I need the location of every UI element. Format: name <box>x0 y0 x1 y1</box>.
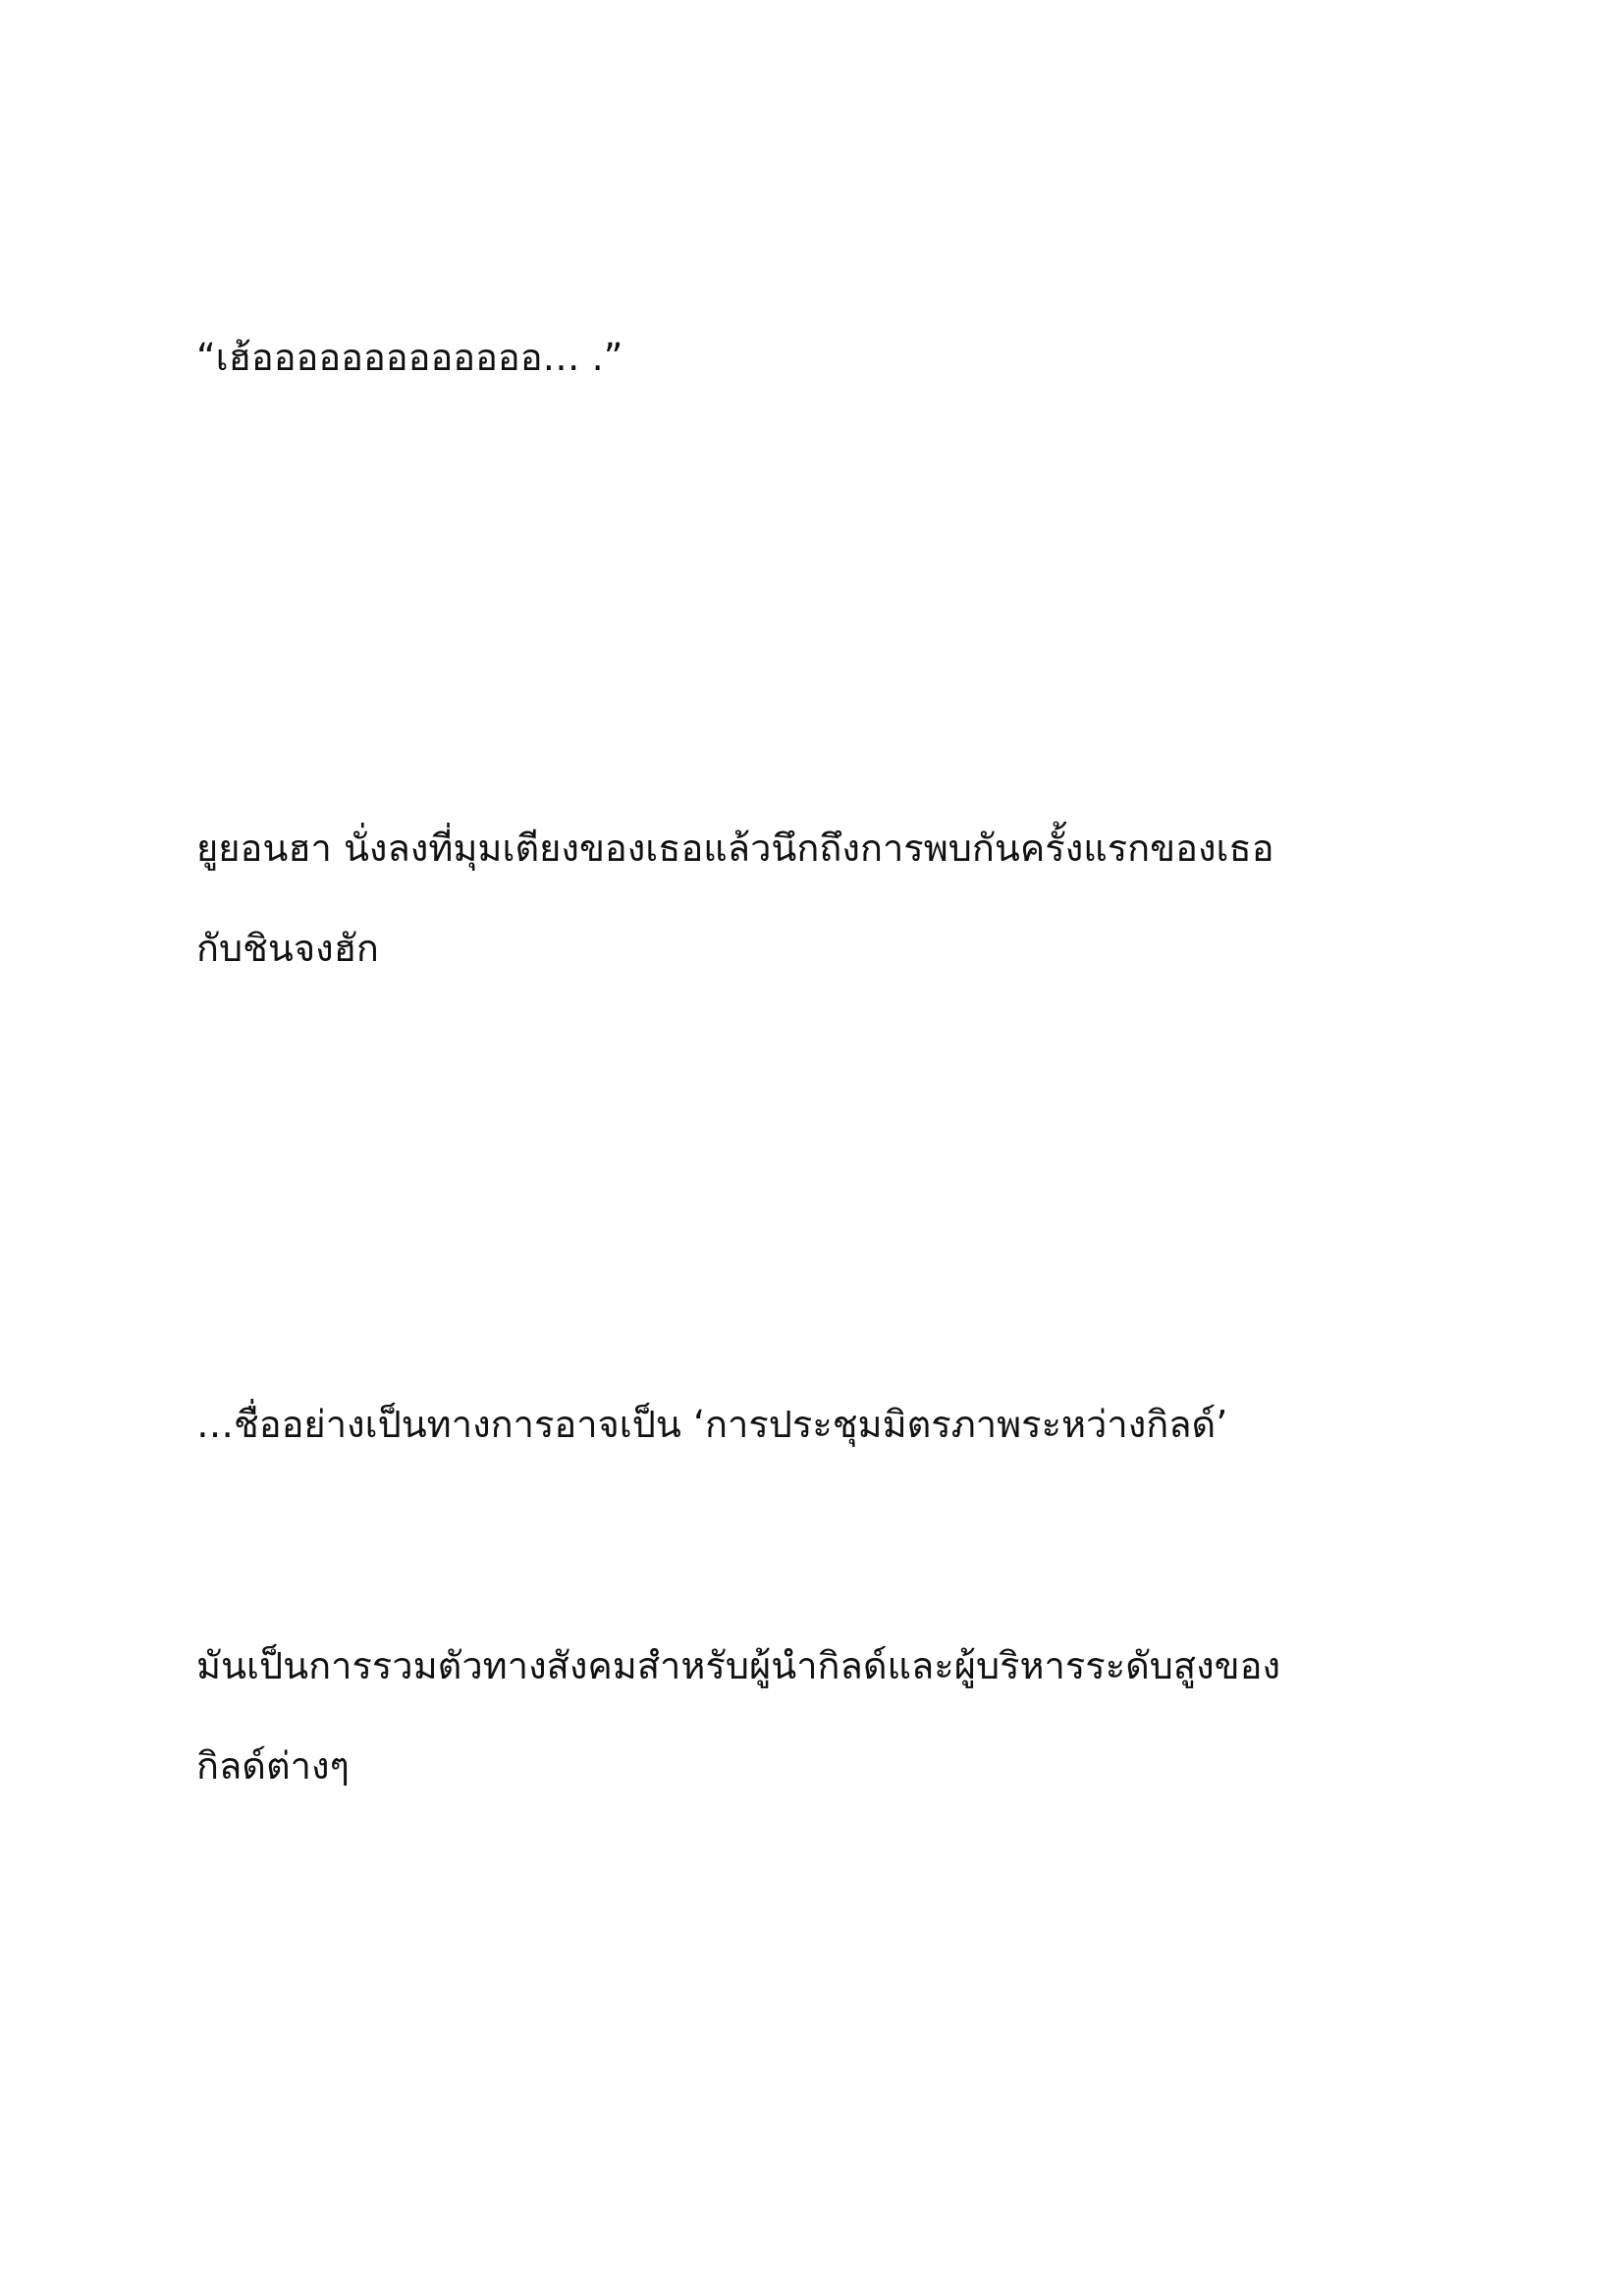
paragraph-sigh-line-1: “เฮ้อออออออออออออ… .” <box>196 336 623 379</box>
paragraph-yoonha-line-1: ยูยอนฮา นั่งลงที่มุมเตียงของเธอแล้วนึกถึงการพบกันครั้งแรกของเธอ <box>196 827 1274 870</box>
paragraph-gathering-line-2: กิลด์ต่างๆ <box>196 1744 350 1788</box>
paragraph-yoonha-line-2: กับชินจงฮัก <box>196 927 379 970</box>
paragraph-gathering-line-1: มันเป็นการรวมตัวทางสังคมสำหรับผู้นำกิลด์และผู้บริหารระดับสูงของ <box>196 1644 1281 1687</box>
paragraph-official-name-line-1: …ชื่ออย่างเป็นทางการอาจเป็น ‘การประชุมมิตรภาพระหว่างกิลด์’ <box>196 1403 1228 1446</box>
